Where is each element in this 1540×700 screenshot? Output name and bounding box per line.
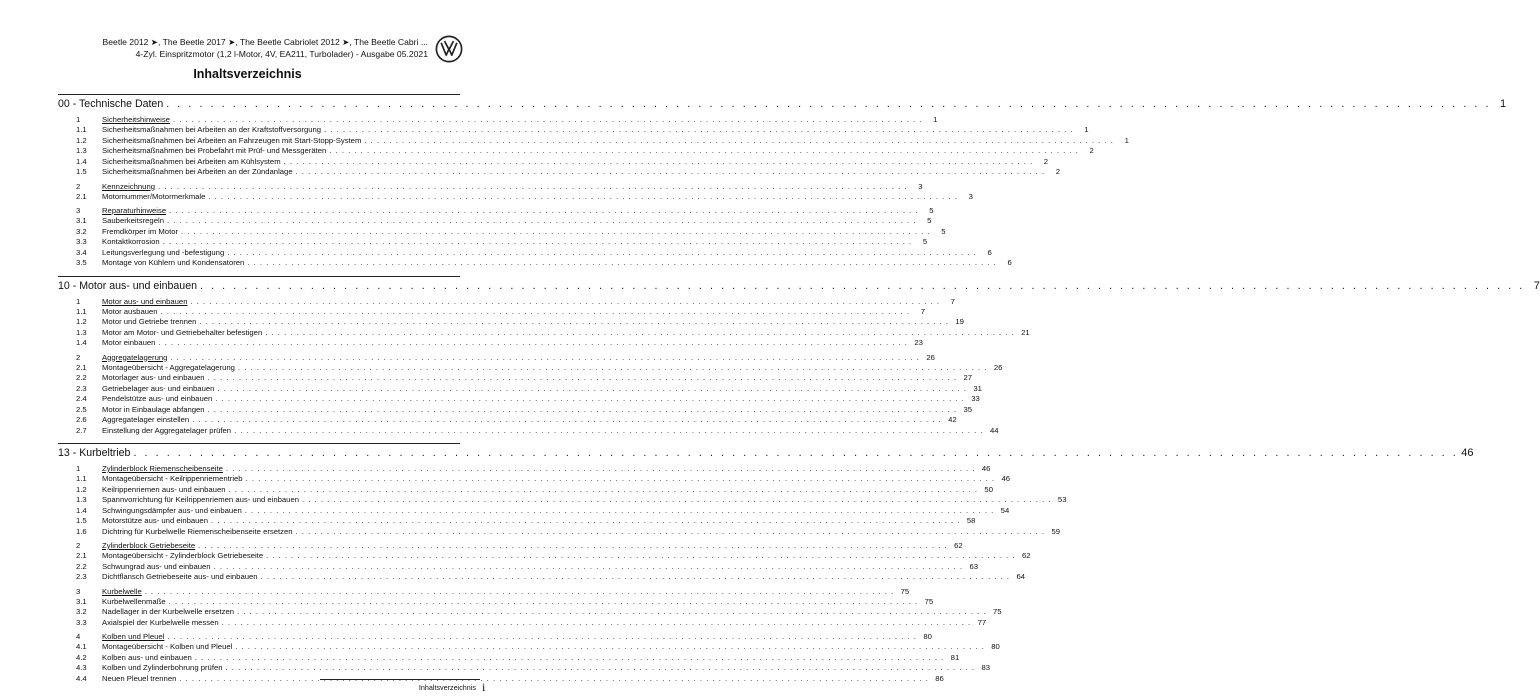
entry-number: 4.3: [76, 663, 87, 672]
entry-number: 2.4: [76, 394, 87, 403]
entry-page: 6: [987, 247, 992, 257]
entry-label: Schwungrad aus- und einbauen: [102, 561, 211, 571]
entry-number: 1: [76, 115, 81, 124]
entry-page: 86: [935, 673, 944, 683]
entry-label: Motor und Getriebe trennen: [102, 317, 197, 326]
entry-page: 59: [1051, 526, 1061, 536]
footer-label: Inhaltsverzeichnis: [418, 683, 476, 692]
entry-label: Sicherheitsmaßnahmen bei Arbeiten an Fahrzeugen mit Start-Stopp-System: [102, 135, 362, 145]
entry-label: Montage von Kühlern und Kondensatoren: [102, 258, 245, 267]
entry-number: 3.2: [76, 607, 87, 616]
dot-leader: . . . . . . . . . . . . . . . . . . . . . . . . . . . . . . . . . . . . . . . . . . . . . . . . . . . . . . . . . . . . . . . . . . . . . . . . . . . . . . . . . . . . . . . . . . . . . . . . . . . . . . . . . . . . . . . . . . . . . . . .: [192, 415, 942, 424]
entry-label: Zylinderblock Riemenscheibenseite: [102, 464, 223, 473]
entry-number: 1.2: [76, 317, 87, 326]
entry-label: Kurbelwellenmaße: [102, 596, 166, 606]
toc-section[interactable]: [58, 632, 932, 642]
entry-label: Sicherheitsmaßnahmen bei Arbeiten an der Zündanlage: [102, 167, 293, 176]
toc-item[interactable]: [58, 561, 979, 573]
entry-page: 46: [1461, 447, 1474, 459]
toc-item[interactable]: [58, 617, 987, 629]
entry-page: 50: [984, 484, 993, 494]
entry-number: 1.6: [76, 526, 87, 536]
entry-number: 1.5: [76, 167, 87, 176]
entry-number: 3.4: [76, 247, 87, 257]
dot-leader: . . . . . . . . . . . . . . . . . . . . . . . . . . . . . . . . . . . . . . . . . . . . . . . . . . . . . . . . . . . . . . . . . . . . . . . . . . . . . . . . . . . . . . . . . . . . . . . . . . . . . . . . . . . . . . . . . . . . . . . .: [364, 135, 1114, 145]
dot-leader: . . . . . . . . . . . . . . . . . . . . . . . . . . . . . . . . . . . . . . . . . . . . . . . . . . . . . . . . . . . . . . . . . . . . . . . . . . . . . . . . . . . . . . . . . . . . . . . . . . . . . . . . . . . . . . . . . . . . . . . .: [295, 526, 1046, 536]
entry-label: Montageübersicht - Zylinderblock Getriebeseite: [102, 551, 264, 560]
toc-item[interactable]: [58, 362, 1003, 374]
entry-page: 81: [950, 652, 960, 662]
entry-label: 00 - Technische Daten: [58, 98, 164, 110]
entry-label: Motorstütze aus- und einbauen: [102, 516, 208, 525]
dot-leader: . . . . . . . . . . . . . . . . . . . . . . . . . . . . . . . . . . . . . . . . . . . . . . . . . . . . . . . . . . . . . . . . . . . . . . . . . . . . . . . . . . . . . . . . . . . . . . . . . . . . . . . . . . . . . . . . . . . . . . . .: [179, 673, 929, 683]
toc-section[interactable]: [58, 115, 938, 125]
entry-label: Reparaturhinweise: [102, 206, 167, 215]
dot-leader: . . . . . . . . . . . . . . . . . . . . . . . . . . . . . . . . . . . . . . . . . . . . . . . . . . . . . . . . . . . . . . . . . . . . . . . . . . . . . . . . . . . . . . . . . . . . . . . . . . . . . . . . . . . . . . . . . . . . . . . .: [207, 404, 958, 414]
toc-section[interactable]: [58, 586, 910, 597]
dot-leader: . . . . . . . . . . . . . . . . . . . . . . . . . . . . . . . . . . . . . . . . . . . . . . . . . . . . . . . . . . . . . . . . . . . . . . . . . . . . . . . . . . . . . . . . . . . . . . . . . . . . . . . . . . . . . . . . . . . . . . . .: [198, 541, 948, 550]
entry-number: 1.2: [76, 135, 87, 145]
entry-number: 3: [76, 206, 81, 215]
dot-leader: . . . . . . . . . . . . . . . . . . . . . . . . . . . . . . . . . . . . . . . . . . . . . . . . . . . . . . . . . . . . . . . . . . . . . . . . . . . . . . . . . . . . . . . . . . . . . . . . . . . . . . . . . . . . . . . . . . . . . . . .: [283, 156, 1034, 166]
entry-page: 23: [914, 338, 923, 347]
toc-item[interactable]: [58, 156, 1049, 168]
toc-item[interactable]: [58, 167, 1061, 178]
entry-label: 10 - Motor aus- und einbauen: [58, 279, 197, 292]
entry-page: 1: [1084, 125, 1089, 134]
toc-chapter[interactable]: [58, 97, 1507, 111]
chapter-divider: [58, 443, 460, 444]
entry-number: 4: [76, 632, 81, 641]
entry-page: 2: [1055, 167, 1061, 176]
entry-page: 31: [973, 383, 982, 393]
entry-page: 26: [993, 362, 1003, 372]
entry-number: 2.5: [76, 404, 87, 414]
entry-number: 2: [76, 181, 81, 191]
toc-item[interactable]: [58, 404, 973, 416]
entry-number: 3.1: [76, 596, 87, 606]
toc-section[interactable]: [58, 352, 935, 363]
dot-leader: . . . . . . . . . . . . . . . . . . . . . . . . . . . . . . . . . . . . . . . . . . . . . . . . . . . . . . . . . . . . . . . . . . . . . . . . . . . . . . . . . . . . . . . . . . . . . . . . . . . . . . . . . . . . . . . . . . . . . . . .: [133, 447, 1459, 459]
toc-item[interactable]: [58, 237, 928, 248]
dot-leader: . . . . . . . . . . . . . . . . . . . . . . . . . . . . . . . . . . . . . . . . . . . . . . . . . . . . . . . . . . . . . . . . . . . . . . . . . . . . . . . . . . . . . . . . . . . . . . . . . . . . . . . . . . . . . . . . . . . . . . . .: [194, 652, 945, 662]
toc-item[interactable]: [58, 216, 932, 227]
entry-label: Aggregatelager einstellen: [102, 415, 190, 424]
entry-label: Zylinderblock Getriebeseite: [102, 541, 196, 550]
toc-item[interactable]: [58, 484, 993, 496]
toc-chapter[interactable]: [58, 446, 1474, 460]
dot-leader: . . . . . . . . . . . . . . . . . . . . . . . . . . . . . . . . . . . . . . . . . . . . . . . . . . . . . . . . . . . . . . . . . . . . . . . . . . . . . . . . . . . . . . . . . . . . . . . . . . . . . . . . . . . . . . . . . . . . . . . .: [211, 516, 961, 525]
entry-label: Kolben aus- und einbauen: [102, 652, 192, 662]
dot-leader: . . . . . . . . . . . . . . . . . . . . . . . . . . . . . . . . . . . . . . . . . . . . . . . . . . . . . . . . . . . . . . . . . . . . . . . . . . . . . . . . . . . . . . . . . . . . . . . . . . . . . . . . . . . . . . . . . . . . . . . .: [158, 338, 908, 347]
entry-page: 5: [941, 226, 946, 236]
dot-leader: . . . . . . . . . . . . . . . . . . . . . . . . . . . . . . . . . . . . . . . . . . . . . . . . . . . . . . . . . . . . . . . . . . . . . . . . . . . . . . . . . . . . . . . . . . . . . . . . . . . . . . . . . . . . . . . . . . . . . . . .: [217, 383, 967, 393]
vw-logo-icon: [435, 35, 463, 63]
entry-label: Neuen Pleuel trennen: [102, 673, 177, 683]
dot-leader: . . . . . . . . . . . . . . . . . . . . . . . . . . . . . . . . . . . . . . . . . . . . . . . . . . . . . . . . . . . . . . . . . . . . . . . . . . . . . . . . . . . . . . . . . . . . . . . . . . . . . . . . . . . . . . . . . . . . . . . .: [237, 607, 987, 616]
dot-leader: . . . . . . . . . . . . . . . . . . . . . . . . . . . . . . . . . . . . . . . . . . . . . . . . . . . . . . . . . . . . . . . . . . . . . . . . . . . . . . . . . . . . . . . . . . . . . . . . . . . . . . . . . . . . . . . . . . . . . . . .: [237, 362, 988, 372]
dot-leader: . . . . . . . . . . . . . . . . . . . . . . . . . . . . . . . . . . . . . . . . . . . . . . . . . . . . . . . . . . . . . . . . . . . . . . . . . . . . . . . . . . . . . . . . . . . . . . . . . . . . . . . . . . . . . . . . . . . . . . . .: [172, 115, 923, 124]
entry-number: 1.1: [76, 306, 87, 316]
entry-page: 2: [1043, 156, 1049, 166]
entry-page: 62: [1022, 551, 1031, 560]
dot-leader: . . . . . . . . . . . . . . . . . . . . . . . . . . . . . . . . . . . . . . . . . . . . . . . . . . . . . . . . . . . . . . . . . . . . . . . . . . . . . . . . . . . . . . . . . . . . . . . . . . . . . . . . . . . . . . . . . . . . . . . .: [208, 191, 958, 201]
dot-leader: . . . . . . . . . . . . . . . . . . . . . . . . . . . . . . . . . . . . . . . . . . . . . . . . . . . . . . . . . . . . . . . . . . . . . . . . . . . . . . . . . . . . . . . . . . . . . . . . . . . . . . . . . . . . . . . . . . . . . . . .: [213, 561, 964, 571]
toc-item[interactable]: [58, 125, 1089, 136]
dot-leader: . . . . . . . . . . . . . . . . . . . . . . . . . . . . . . . . . . . . . . . . . . . . . . . . . . . . . . . . . . . . . . . . . . . . . . . . . . . . . . . . . . . . . . . . . . . . . . . . . . . . . . . . . . . . . . . . . . . . . . . .: [247, 258, 997, 267]
entry-label: Leitungsverlegung und -befestigung: [102, 247, 225, 257]
dot-leader: . . . . . . . . . . . . . . . . . . . . . . . . . . . . . . . . . . . . . . . . . . . . . . . . . . . . . . . . . . . . . . . . . . . . . . . . . . . . . . . . . . . . . . . . . . . . . . . . . . . . . . . . . . . . . . . . . . . . . . . .: [207, 373, 958, 382]
entry-number: 1: [76, 296, 81, 306]
toc-item[interactable]: [58, 495, 1067, 506]
toc-item[interactable]: [58, 663, 990, 674]
entry-number: 1.4: [76, 505, 87, 515]
entry-number: 2.1: [76, 551, 87, 560]
entry-number: 2.2: [76, 373, 87, 382]
entry-number: 3: [76, 586, 81, 596]
dot-leader: . . . . . . . . . . . . . . . . . . . . . . . . . . . . . . . . . . . . . . . . . . . . . . . . . . . . . . . . . . . . . . . . . . . . . . . . . . . . . . . . . . . . . . . . . . . . . . . . . . . . . . . . . . . . . . . . . . . . . . . .: [144, 586, 895, 596]
chapter-divider: [58, 276, 460, 277]
entry-page: 53: [1057, 495, 1067, 504]
toc-item[interactable]: [58, 373, 973, 384]
dot-leader: . . . . . . . . . . . . . . . . . . . . . . . . . . . . . . . . . . . . . . . . . . . . . . . . . . . . . . . . . . . . . . . . . . . . . . . . . . . . . . . . . . . . . . . . . . . . . . . . . . . . . . . . . . . . . . . . . . . . . . . .: [260, 572, 1011, 581]
entry-label: Sicherheitshinweise: [102, 115, 170, 124]
entry-page: 80: [991, 642, 1000, 651]
dot-leader: . . . . . . . . . . . . . . . . . . . . . . . . . . . . . . . . . . . . . . . . . . . . . . . . . . . . . . . . . . . . . . . . . . . . . . . . . . . . . . . . . . . . . . . . . . . . . . . . . . . . . . . . . . . . . . . . . . . . . . . .: [215, 394, 965, 403]
entry-number: 2.1: [76, 362, 87, 372]
entry-number: 3.2: [76, 226, 87, 236]
toc-item[interactable]: [58, 551, 1031, 562]
toc-item[interactable]: [58, 383, 982, 395]
dot-leader: . . . . . . . . . . . . . . . . . . . . . . . . . . . . . . . . . . . . . . . . . . . . . . . . . . . . . . . . . . . . . . . . . . . . . . . . . . . . . . . . . . . . . . . . . . . . . . . . . . . . . . . . . . . . . . . . . . . . . . . .: [266, 551, 1016, 560]
entry-page: 19: [955, 317, 964, 326]
entry-number: 3.1: [76, 216, 87, 225]
entry-page: 44: [989, 425, 999, 435]
entry-number: 3.3: [76, 617, 87, 627]
toc-item[interactable]: [58, 258, 1012, 269]
dot-leader: . . . . . . . . . . . . . . . . . . . . . . . . . . . . . . . . . . . . . . . . . . . . . . . . . . . . . . . . . . . . . . . . . . . . . . . . . . . . . . . . . . . . . . . . . . . . . . . . . . . . . . . . . . . . . . . . . . . . . . . .: [302, 495, 1052, 504]
dot-leader: . . . . . . . . . . . . . . . . . . . . . . . . . . . . . . . . . . . . . . . . . . . . . . . . . . . . . . . . . . . . . . . . . . . . . . . . . . . . . . . . . . . . . . . . . . . . . . . . . . . . . . . . . . . . . . . . . . . . . . . .: [160, 306, 911, 316]
chapter-divider: [58, 94, 460, 95]
entry-page: 21: [1021, 327, 1030, 337]
entry-label: Nadellager in der Kurbelwelle ersetzen: [102, 607, 235, 616]
toc-section[interactable]: [58, 541, 963, 551]
toc-item[interactable]: [58, 415, 957, 426]
entry-label: Aggregatelagerung: [102, 352, 168, 362]
toc-item[interactable]: [58, 146, 1094, 157]
entry-page: 62: [954, 541, 963, 550]
entry-page: 46: [981, 464, 991, 473]
toc-item[interactable]: [58, 247, 992, 259]
dot-leader: . . . . . . . . . . . . . . . . . . . . . . . . . . . . . . . . . . . . . . . . . . . . . . . . . . . . . . . . . . . . . . . . . . . . . . . . . . . . . . . . . . . . . . . . . . . . . . . . . . . . . . . . . . . . . . . . . . . . . . . .: [166, 216, 917, 225]
entry-label: Motor in Einbaulage abfangen: [102, 404, 205, 414]
entry-label: Motorlager aus- und einbauen: [102, 373, 205, 382]
entry-number: 3.5: [76, 258, 87, 267]
entry-page: 1: [1499, 98, 1507, 110]
entry-label: Einstellung der Aggregatelager prüfen: [102, 425, 232, 435]
dot-leader: . . . . . . . . . . . . . . . . . . . . . . . . . . . . . . . . . . . . . . . . . . . . . . . . . . . . . . . . . . . . . . . . . . . . . . . . . . . . . . . . . . . . . . . . . . . . . . . . . . . . . . . . . . . . . . . . . . . . . . . .: [181, 226, 931, 236]
entry-page: 1: [933, 115, 938, 124]
entry-page: 6: [1007, 258, 1012, 267]
entry-page: 5: [922, 237, 928, 246]
entry-label: Pendelstütze aus- und einbauen: [102, 394, 213, 403]
entry-label: Motornummer/Motormerkmale: [102, 191, 206, 201]
entry-page: 7: [1533, 279, 1540, 292]
entry-page: 1: [1124, 135, 1129, 145]
entry-page: 5: [929, 206, 934, 215]
entry-page: 75: [900, 586, 910, 596]
dot-leader: . . . . . . . . . . . . . . . . . . . . . . . . . . . . . . . . . . . . . . . . . . . . . . . . . . . . . . . . . . . . . . . . . . . . . . . . . . . . . . . . . . . . . . . . . . . . . . . . . . . . . . . . . . . . . . . . . . . . . . . .: [221, 617, 972, 627]
dot-leader: . . . . . . . . . . . . . . . . . . . . . . . . . . . . . . . . . . . . . . . . . . . . . . . . . . . . . . . . . . . . . . . . . . . . . . . . . . . . . . . . . . . . . . . . . . . . . . . . . . . . . . . . . . . . . . . . . . . . . . . .: [245, 474, 996, 483]
entry-label: Dichtring für Kurbelwelle Riemenscheibenseite ersetzen: [102, 526, 293, 536]
table-of-contents: [58, 94, 1540, 684]
toc-item[interactable]: [58, 642, 1000, 653]
entry-number: 1.3: [76, 146, 87, 155]
toc-item[interactable]: [58, 226, 946, 238]
footer-divider: [320, 679, 480, 680]
entry-label: Kolben und Zylinderbohrung prüfen: [102, 663, 223, 672]
entry-page: 80: [923, 632, 932, 641]
entry-label: Spannvorrichtung für Keilrippenriemen aus- und einbauen: [102, 495, 300, 504]
entry-page: 54: [1000, 505, 1010, 515]
entry-number: 2.3: [76, 383, 87, 393]
toc-item[interactable]: [58, 516, 976, 527]
toc-section[interactable]: [58, 206, 934, 216]
entry-number: 2: [76, 541, 81, 550]
toc-item[interactable]: [58, 474, 1011, 485]
entry-label: Sauberkeitsregeln: [102, 216, 164, 225]
toc-item[interactable]: [58, 526, 1061, 538]
entry-page: 3: [918, 181, 923, 191]
entry-page: 35: [963, 404, 973, 414]
toc-item[interactable]: [58, 425, 999, 437]
entry-label: Sicherheitsmaßnahmen bei Arbeiten am Kühlsystem: [102, 156, 281, 166]
entry-page: 2: [1089, 146, 1094, 155]
toc-chapter[interactable]: [58, 279, 1540, 293]
entry-label: Sicherheitsmaßnahmen bei Arbeiten an der Kraftstoffversorgung: [102, 125, 322, 134]
entry-page: 75: [992, 607, 1002, 616]
entry-number: 1.5: [76, 516, 87, 525]
entry-page: 42: [948, 415, 957, 424]
dot-leader: . . . . . . . . . . . . . . . . . . . . . . . . . . . . . . . . . . . . . . . . . . . . . . . . . . . . . . . . . . . . . . . . . . . . . . . . . . . . . . . . . . . . . . . . . . . . . . . . . . . . . . . . . . . . . . . . . . . . . . . .: [170, 352, 920, 362]
dot-leader: . . . . . . . . . . . . . . . . . . . . . . . . . . . . . . . . . . . . . . . . . . . . . . . . . . . . . . . . . . . . . . . . . . . . . . . . . . . . . . . . . . . . . . . . . . . . . . . . . . . . . . . . . . . . . . . . . . . . . . . .: [162, 237, 913, 246]
toc-item[interactable]: [58, 572, 1026, 583]
entry-number: 1.2: [76, 484, 87, 494]
entry-number: 4.1: [76, 642, 87, 651]
dot-leader: . . . . . . . . . . . . . . . . . . . . . . . . . . . . . . . . . . . . . . . . . . . . . . . . . . . . . . . . . . . . . . . . . . . . . . . . . . . . . . . . . . . . . . . . . . . . . . . . . . . . . . . . . . . . . . . . . . . . . . . .: [228, 484, 978, 494]
dot-leader: . . . . . . . . . . . . . . . . . . . . . . . . . . . . . . . . . . . . . . . . . . . . . . . . . . . . . . . . . . . . . . . . . . . . . . . . . . . . . . . . . . . . . . . . . . . . . . . . . . . . . . . . . . . . . . . . . . . . . . . .: [234, 425, 984, 435]
dot-leader: . . . . . . . . . . . . . . . . . . . . . . . . . . . . . . . . . . . . . . . . . . . . . . . . . . . . . . . . . . . . . . . . . . . . . . . . . . . . . . . . . . . . . . . . . . . . . . . . . . . . . . . . . . . . . . . . . . . . . . . .: [225, 663, 975, 672]
document-header: [0, 36, 428, 60]
entry-number: 1.4: [76, 156, 87, 166]
entry-number: 2: [76, 352, 81, 362]
entry-label: Montageübersicht - Aggregatelagerung: [102, 362, 235, 372]
dot-leader: . . . . . . . . . . . . . . . . . . . . . . . . . . . . . . . . . . . . . . . . . . . . . . . . . . . . . . . . . . . . . . . . . . . . . . . . . . . . . . . . . . . . . . . . . . . . . . . . . . . . . . . . . . . . . . . . . . . . . . . .: [235, 642, 985, 651]
toc-item[interactable]: [58, 596, 934, 608]
entry-page: 7: [920, 306, 926, 316]
toc-section[interactable]: [58, 296, 955, 307]
entry-number: 2.1: [76, 191, 87, 201]
toc-item[interactable]: [58, 317, 964, 328]
dot-leader: . . . . . . . . . . . . . . . . . . . . . . . . . . . . . . . . . . . . . . . . . . . . . . . . . . . . . . . . . . . . . . . . . . . . . . . . . . . . . . . . . . . . . . . . . . . . . . . . . . . . . . . . . . . . . . . . . . . . . . . .: [324, 125, 1074, 134]
dot-leader: . . . . . . . . . . . . . . . . . . . . . . . . . . . . . . . . . . . . . . . . . . . . . . . . . . . . . . . . . . . . . . . . . . . . . . . . . . . . . . . . . . . . . . . . . . . . . . . . . . . . . . . . . . . . . . . . . . . . . . . .: [244, 505, 995, 515]
entry-page: 58: [966, 516, 976, 525]
dot-leader: . . . . . . . . . . . . . . . . . . . . . . . . . . . . . . . . . . . . . . . . . . . . . . . . . . . . . . . . . . . . . . . . . . . . . . . . . . . . . . . . . . . . . . . . . . . . . . . . . . . . . . . . . . . . . . . . . . . . . . . .: [265, 327, 1015, 337]
toc-item[interactable]: [58, 191, 973, 203]
dot-leader: . . . . . . . . . . . . . . . . . . . . . . . . . . . . . . . . . . . . . . . . . . . . . . . . . . . . . . . . . . . . . . . . . . . . . . . . . . . . . . . . . . . . . . . . . . . . . . . . . . . . . . . . . . . . . . . . . . . . . . . .: [329, 146, 1079, 155]
header-engine-edition: 4-Zyl. Einspritzmotor (1,2 l-Motor, 4V, EA211, Turbolader) - Ausgabe 05.2021: [135, 49, 428, 59]
toc-item[interactable]: [58, 306, 926, 318]
entry-number: 4.4: [76, 673, 87, 683]
entry-page: 5: [927, 216, 932, 225]
toc-item[interactable]: [58, 652, 960, 664]
entry-label: Motor ausbauen: [102, 306, 158, 316]
entry-page: 7: [950, 296, 955, 306]
dot-leader: . . . . . . . . . . . . . . . . . . . . . . . . . . . . . . . . . . . . . . . . . . . . . . . . . . . . . . . . . . . . . . . . . . . . . . . . . . . . . . . . . . . . . . . . . . . . . . . . . . . . . . . . . . . . . . . . . . . . . . . .: [169, 206, 919, 215]
dot-leader: . . . . . . . . . . . . . . . . . . . . . . . . . . . . . . . . . . . . . . . . . . . . . . . . . . . . . . . . . . . . . . . . . . . . . . . . . . . . . . . . . . . . . . . . . . . . . . . . . . . . . . . . . . . . . . . . . . . . . . . .: [225, 464, 976, 473]
entry-label: Montageübersicht - Kolben und Pleuel: [102, 642, 233, 651]
dot-leader: . . . . . . . . . . . . . . . . . . . . . . . . . . . . . . . . . . . . . . . . . . . . . . . . . . . . . . . . . . . . . . . . . . . . . . . . . . . . . . . . . . . . . . . . . . . . . . . . . . . . . . . . . . . . . . . . . . . . . . . .: [227, 247, 977, 257]
dot-leader: . . . . . . . . . . . . . . . . . . . . . . . . . . . . . . . . . . . . . . . . . . . . . . . . . . . . . . . . . . . . . . . . . . . . . . . . . . . . . . . . . . . . . . . . . . . . . . . . . . . . . . . . . . . . . . . . . . . . . . . .: [158, 181, 908, 191]
entry-label: Schwingungsdämpfer aus- und einbauen: [102, 505, 242, 515]
footer-page-number: i: [482, 680, 486, 694]
entry-label: Motor aus- und einbauen: [102, 296, 188, 306]
toc-item[interactable]: [58, 394, 980, 405]
entry-number: 2.7: [76, 425, 87, 435]
entry-page: 46: [1001, 474, 1011, 483]
entry-page: 33: [971, 394, 980, 403]
entry-page: 64: [1016, 572, 1026, 581]
entry-label: Kurbelwelle: [102, 586, 142, 596]
entry-number: 2.6: [76, 415, 87, 424]
dot-leader: . . . . . . . . . . . . . . . . . . . . . . . . . . . . . . . . . . . . . . . . . . . . . . . . . . . . . . . . . . . . . . . . . . . . . . . . . . . . . . . . . . . . . . . . . . . . . . . . . . . . . . . . . . . . . . . . . . . . . . . .: [168, 596, 919, 606]
entry-number: 4.2: [76, 652, 87, 662]
entry-page: 75: [924, 596, 934, 606]
entry-number: 1: [76, 464, 81, 473]
dot-leader: . . . . . . . . . . . . . . . . . . . . . . . . . . . . . . . . . . . . . . . . . . . . . . . . . . . . . . . . . . . . . . . . . . . . . . . . . . . . . . . . . . . . . . . . . . . . . . . . . . . . . . . . . . . . . . . . . . . . . . . .: [166, 98, 1492, 110]
entry-label: Kontaktkorrosion: [102, 237, 160, 246]
header-vehicle-models: Beetle 2012 ➤, The Beetle 2017 ➤, The Beetle Cabriolet 2012 ➤, The Beetle Cabri ...: [102, 37, 428, 47]
entry-number: 1.1: [76, 125, 87, 134]
toc-item[interactable]: [58, 338, 923, 349]
entry-label: Kennzeichnung: [102, 181, 156, 191]
entry-page: 63: [969, 561, 979, 571]
entry-label: Fremdkörper im Motor: [102, 226, 179, 236]
toc-item[interactable]: [58, 505, 1010, 517]
entry-page: 3: [968, 191, 973, 201]
entry-label: Sicherheitsmaßnahmen bei Probefahrt mit Prüf- und Messgeräten: [102, 146, 327, 155]
dot-leader: . . . . . . . . . . . . . . . . . . . . . . . . . . . . . . . . . . . . . . . . . . . . . . . . . . . . . . . . . . . . . . . . . . . . . . . . . . . . . . . . . . . . . . . . . . . . . . . . . . . . . . . . . . . . . . . . . . . . . . . .: [167, 632, 917, 641]
toc-item[interactable]: [58, 135, 1129, 147]
entry-label: Montageübersicht - Keilrippenriementrieb: [102, 474, 243, 483]
entry-label: Getriebelager aus- und einbauen: [102, 383, 215, 393]
toc-item[interactable]: [58, 607, 1002, 618]
entry-label: Motor einbauen: [102, 338, 156, 347]
entry-label: Keilrippenriemen aus- und einbauen: [102, 484, 226, 494]
entry-label: 13 - Kurbeltrieb: [58, 447, 131, 459]
entry-page: 26: [926, 352, 935, 362]
entry-label: Axialspiel der Kurbelwelle messen: [102, 617, 219, 627]
entry-number: 1.3: [76, 495, 87, 504]
page-title: Inhaltsverzeichnis: [193, 67, 302, 81]
entry-label: Motor am Motor- und Getriebehalter befestigen: [102, 327, 263, 337]
toc-item[interactable]: [58, 327, 1030, 339]
toc-section[interactable]: [58, 181, 923, 192]
entry-page: 27: [963, 373, 973, 382]
entry-label: Dichtflansch Getriebeseite aus- und einbauen: [102, 572, 258, 581]
entry-number: 1.4: [76, 338, 87, 347]
dot-leader: . . . . . . . . . . . . . . . . . . . . . . . . . . . . . . . . . . . . . . . . . . . . . . . . . . . . . . . . . . . . . . . . . . . . . . . . . . . . . . . . . . . . . . . . . . . . . . . . . . . . . . . . . . . . . . . . . . . . . . . .: [200, 279, 1525, 292]
entry-label: Kolben und Pleuel: [102, 632, 165, 641]
dot-leader: . . . . . . . . . . . . . . . . . . . . . . . . . . . . . . . . . . . . . . . . . . . . . . . . . . . . . . . . . . . . . . . . . . . . . . . . . . . . . . . . . . . . . . . . . . . . . . . . . . . . . . . . . . . . . . . . . . . . . . . .: [190, 296, 940, 306]
entry-page: 83: [981, 663, 990, 672]
toc-section[interactable]: [58, 464, 991, 474]
dot-leader: . . . . . . . . . . . . . . . . . . . . . . . . . . . . . . . . . . . . . . . . . . . . . . . . . . . . . . . . . . . . . . . . . . . . . . . . . . . . . . . . . . . . . . . . . . . . . . . . . . . . . . . . . . . . . . . . . . . . . . . .: [199, 317, 949, 326]
entry-number: 1.3: [76, 327, 87, 337]
entry-number: 3.3: [76, 237, 87, 246]
entry-number: 2.2: [76, 561, 87, 571]
entry-page: 77: [977, 617, 987, 627]
entry-number: 1.1: [76, 474, 87, 483]
entry-number: 2.3: [76, 572, 87, 581]
dot-leader: . . . . . . . . . . . . . . . . . . . . . . . . . . . . . . . . . . . . . . . . . . . . . . . . . . . . . . . . . . . . . . . . . . . . . . . . . . . . . . . . . . . . . . . . . . . . . . . . . . . . . . . . . . . . . . . . . . . . . . . .: [295, 167, 1046, 176]
